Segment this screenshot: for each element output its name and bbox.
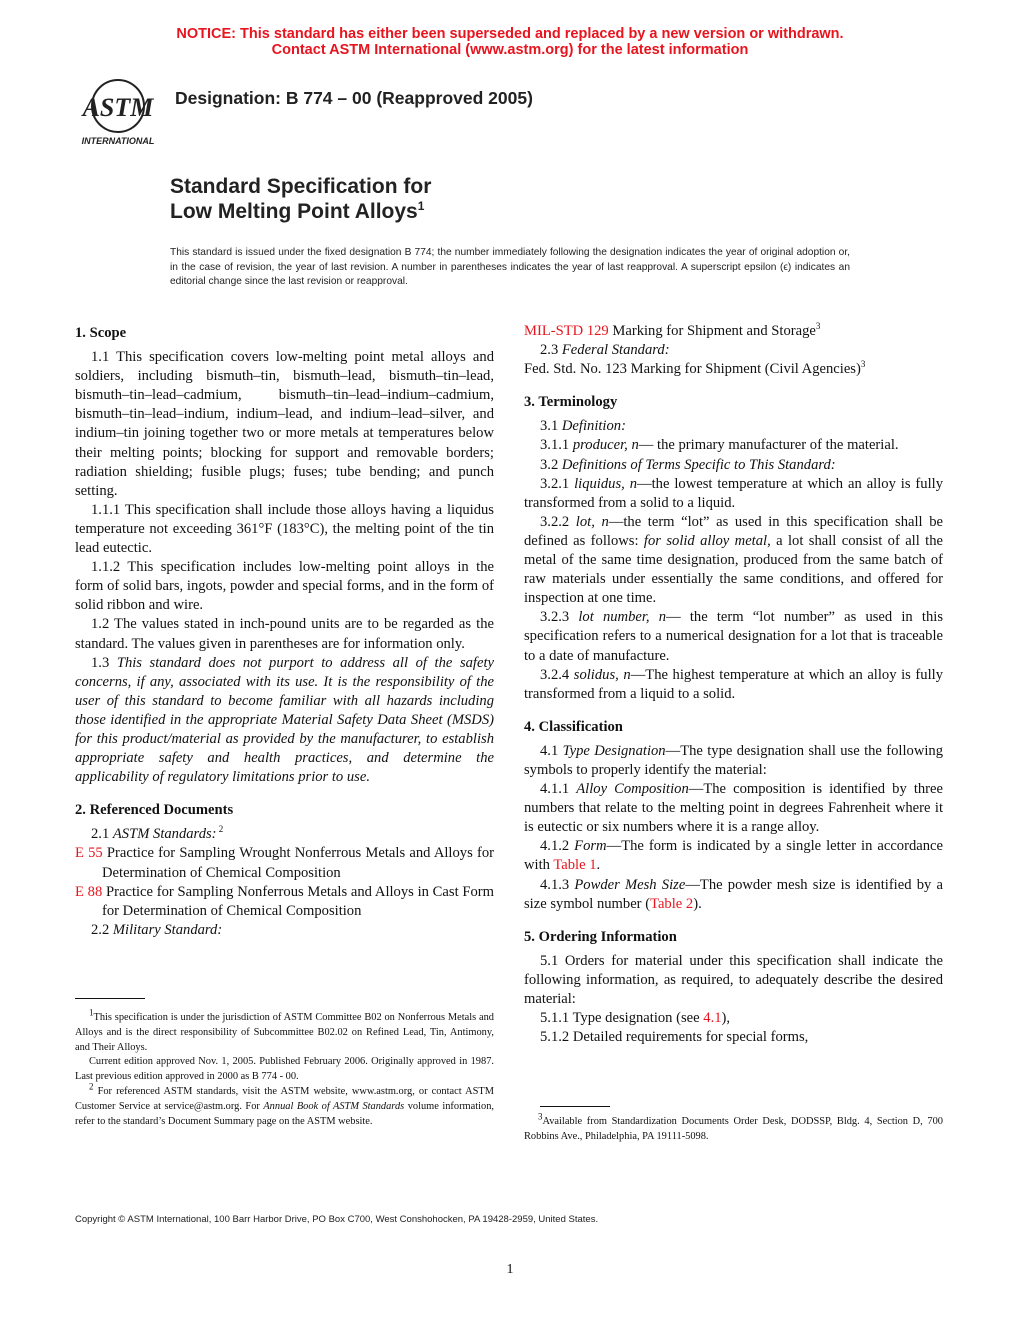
text-run: Definitions of Terms Specific to This Standard: bbox=[561, 456, 836, 473]
reference-link[interactable]: Table 1 bbox=[553, 857, 597, 874]
text-run: Definition: bbox=[561, 418, 626, 435]
text-run: 2.3 bbox=[540, 342, 562, 359]
reference-link[interactable]: E 88 bbox=[75, 883, 103, 900]
reference-link[interactable]: Table 2 bbox=[650, 895, 694, 912]
text-run: Federal Standard: bbox=[561, 342, 670, 359]
text-run: , a lot shall consist of all the metal of the same time designation, produced from the same batch of raw materials under essentially the same conditions, and offered for inspection at one time. bbox=[524, 532, 943, 607]
svg-text:ASTM: ASTM bbox=[82, 93, 154, 122]
paragraph bbox=[524, 952, 943, 1009]
text-run: —The type designation shall use the following symbols to properly identify the material: bbox=[524, 742, 944, 778]
footnotes-right bbox=[524, 1111, 943, 1145]
title-footnote-ref: 1 bbox=[417, 199, 425, 213]
text-run: volume information, refer to the standard’s Document Summary page on the ASTM website. bbox=[75, 1100, 494, 1127]
text-run: 3.2.4 bbox=[540, 666, 574, 683]
text-run: Annual Book of ASTM Standards bbox=[263, 1100, 405, 1112]
text-run: ). bbox=[693, 895, 702, 912]
text-run: liquidus, n bbox=[574, 475, 638, 492]
text-run: producer, n bbox=[572, 437, 639, 454]
text-run: —the term “lot” as used in this specification shall be defined as follows: bbox=[524, 513, 943, 549]
text-run: 4.1 bbox=[540, 742, 563, 759]
right-column bbox=[524, 322, 943, 1047]
section-heading: 4. Classification bbox=[524, 718, 623, 735]
notice-line-2: Contact ASTM International (www.astm.org) for the latest information bbox=[271, 42, 749, 58]
text-run: This specification is under the jurisdiction of ASTM Committee B02 on Nonferrous Metals and Alloys and is the direct responsibility of Subcommittee B02.02 on Refined Lead, Tin, Antimony, and Their Alloys. bbox=[75, 1012, 494, 1053]
text-run: . bbox=[596, 857, 601, 874]
paragraph bbox=[524, 456, 943, 475]
paragraph bbox=[524, 608, 943, 665]
paragraph bbox=[524, 780, 943, 837]
paragraph bbox=[524, 837, 943, 875]
left-column bbox=[75, 322, 494, 940]
referenced-document bbox=[524, 360, 943, 379]
paragraph bbox=[75, 348, 494, 501]
text-run: —The form is indicated by a single letter in accordance with bbox=[524, 838, 943, 874]
paragraph bbox=[524, 513, 943, 608]
text-run: ASTM Standards: bbox=[112, 826, 217, 843]
text-run: 3.1 bbox=[540, 418, 562, 435]
footnote-divider bbox=[75, 998, 145, 999]
paragraph bbox=[75, 921, 494, 940]
text-run: 1.2 The values stated in inch-pound units are to be regarded as the standard. The values given in parentheses are for information only. bbox=[75, 616, 494, 652]
text-run: Type Designation bbox=[562, 742, 666, 759]
footnotes-left bbox=[75, 1007, 494, 1129]
text-run: 2.1 bbox=[91, 826, 113, 843]
footnote-divider bbox=[540, 1106, 610, 1107]
text-run: 5.1.1 Type designation (see bbox=[540, 1010, 704, 1027]
text-run: Marking for Shipment and Storage bbox=[608, 323, 816, 339]
text-run: — the primary manufacturer of the material. bbox=[638, 437, 899, 454]
intro-paragraph: This standard is issued under the fixed designation B 774; the number immediately following the designation indicates the year of original adoption or, in the case of revision, the year of last revision. A number in parentheses indicates the year of last reapproval. A superscript epsilon (ϵ) indicates an editorial change since the last revision or reapproval. bbox=[170, 247, 850, 288]
text-run: 1.1.2 This specification includes low-melting point alloys in the form of solid bars, ingots, powder and special forms, and in the form of solid ribbon and wire. bbox=[75, 559, 494, 614]
document-title bbox=[170, 174, 431, 224]
paragraph bbox=[524, 666, 943, 704]
footnote-ref: 2 bbox=[216, 824, 224, 835]
text-run: This standard does not purport to address all of the safety concerns, if any, associated with its use. It is the responsibility of the user of this standard to become familiar with all hazards including those identified in the appropriate Material Safety Data Sheet (MSDS) for this product/material as provided by the manufacturer, to establish appropriate safety and health practices, and determine the applicability of regulatory limitations prior to use. bbox=[75, 654, 494, 786]
footnote-ref: 1 bbox=[89, 1007, 94, 1018]
reference-link[interactable]: E 55 bbox=[75, 845, 103, 862]
title-line-1: Standard Specification for bbox=[170, 175, 432, 198]
text-run: —The composition is identified by three numbers that relate to the melting point in degrees Fahrenheit where it is eutectic or six numbers where it is a range alloy. bbox=[524, 781, 943, 836]
text-run: Form bbox=[574, 838, 607, 855]
paragraph bbox=[524, 1028, 943, 1047]
paragraph bbox=[75, 558, 494, 615]
reference-link[interactable]: 4.1 bbox=[703, 1010, 722, 1027]
text-run: Powder Mesh Size bbox=[574, 876, 686, 893]
text-run: 3.2.3 bbox=[540, 609, 579, 626]
text-run: — the term “lot number” as used in this specification refers to a numerical designation for a lot that is traceable to a date of manufacture. bbox=[524, 609, 943, 664]
notice-line-1: NOTICE: This standard has either been superseded and replaced by a new version or withdrawn. bbox=[176, 26, 844, 42]
text-run: 4.1.3 bbox=[540, 876, 575, 893]
paragraph bbox=[75, 615, 494, 653]
text-run: Alloy Composition bbox=[576, 781, 689, 798]
paragraph bbox=[75, 825, 494, 844]
withdrawal-notice bbox=[0, 26, 1020, 58]
paragraph bbox=[524, 1009, 943, 1028]
text-run: Fed. Std. No. 123 Marking for Shipment (Civil Agencies) bbox=[524, 361, 861, 378]
title-line-2: Low Melting Point Alloys bbox=[170, 200, 418, 223]
designation: Designation: B 774 – 00 (Reapproved 2005) bbox=[175, 88, 533, 108]
text-run: 3.1.1 bbox=[540, 437, 573, 454]
footnote-ref: 2 bbox=[89, 1081, 94, 1092]
text-run: Practice for Sampling Wrought Nonferrous Metals and Alloys for Determination of Chemical Composition bbox=[102, 845, 494, 881]
paragraph bbox=[524, 341, 943, 360]
footnote bbox=[75, 1081, 494, 1129]
text-run: 5.1 Orders for material under this specification shall indicate the following information, as required, to adequately describe the desired material: bbox=[524, 952, 943, 1007]
astm-logo bbox=[76, 76, 160, 148]
paragraph bbox=[75, 654, 494, 788]
text-run: 3.2.2 bbox=[540, 513, 576, 530]
paragraph bbox=[524, 436, 943, 455]
text-run: lot, n bbox=[575, 513, 609, 530]
text-run: 3.2.1 bbox=[540, 475, 575, 492]
text-run: 3.2 bbox=[540, 456, 562, 473]
footnote-ref: 3 bbox=[815, 321, 821, 332]
paragraph bbox=[524, 417, 943, 436]
text-run: —The highest temperature at which an alloy is fully transformed from a liquid to a solid. bbox=[524, 666, 943, 702]
paragraph bbox=[524, 876, 943, 914]
footnote-ref: 3 bbox=[860, 359, 866, 370]
referenced-document bbox=[524, 322, 943, 341]
text-run: 1.1 This specification covers low-melting point metal alloys and soldiers, including bismuth–tin, bismuth–lead, bismuth–tin–lead, bismuth–tin–lead–cadmium, bismuth–tin–lead–indium–cadmium, bismuth–tin–lead–indium, indium–lead, and indium–lead–silver, and indium–tin joining together two or more metals at temperatures below their melting points; blocking for support and removable borders; radiation shielding; fusible plugs; fuses; tube bending; and punch setting. bbox=[75, 349, 494, 499]
paragraph bbox=[524, 742, 943, 780]
text-run: —the lowest temperature at which an alloy is fully transformed from a solid to a liquid. bbox=[524, 475, 943, 511]
text-run: 1.3 bbox=[91, 654, 117, 671]
text-run: lot number, n bbox=[578, 609, 667, 626]
footnote bbox=[75, 1055, 494, 1085]
footnote bbox=[524, 1111, 943, 1145]
text-run: —The powder mesh size is identified by a size symbol number ( bbox=[524, 876, 943, 912]
footnote bbox=[75, 1007, 494, 1055]
svg-text:INTERNATIONAL: INTERNATIONAL bbox=[81, 136, 155, 146]
text-run: 2.2 bbox=[91, 921, 113, 938]
referenced-document bbox=[75, 883, 494, 921]
text-run: 5.1.2 Detailed requirements for special forms, bbox=[540, 1029, 809, 1046]
text-run: for solid alloy metal bbox=[643, 532, 768, 549]
text-run: Practice for Sampling Nonferrous Metals and Alloys in Cast Form for Determination of Chemical Composition bbox=[102, 883, 494, 919]
paragraph bbox=[524, 475, 943, 513]
paragraph bbox=[75, 501, 494, 558]
text-run: Current edition approved Nov. 1, 2005. Published February 2006. Originally approved in 1987. Last previous edition approved in 2000 as B 774 - 00. bbox=[75, 1056, 494, 1083]
text-run: solidus, n bbox=[573, 666, 631, 683]
text-run: ), bbox=[721, 1010, 731, 1027]
section-heading: 1. Scope bbox=[75, 325, 127, 341]
section-heading: 2. Referenced Documents bbox=[75, 802, 234, 819]
text-run: Military Standard: bbox=[112, 921, 223, 938]
copyright: Copyright © ASTM International, 100 Barr Harbor Drive, PO Box C700, West Conshohocken, PA 19428-2959, United States. bbox=[75, 1214, 599, 1225]
section-heading: 3. Terminology bbox=[524, 394, 618, 411]
referenced-document bbox=[75, 844, 494, 882]
text-run: 4.1.1 bbox=[540, 781, 577, 798]
footnote-ref: 3 bbox=[538, 1111, 543, 1122]
text-run: 1.1.1 This specification shall include those alloys having a liquidus temperature not exceeding 361°F (183°C), the melting point of the tin lead eutectic. bbox=[75, 501, 494, 557]
text-run: For referenced ASTM standards, visit the ASTM website, www.astm.org, or contact ASTM Customer Service at service@astm.org. For bbox=[75, 1085, 494, 1112]
reference-link[interactable]: MIL-STD 129 bbox=[524, 323, 609, 339]
text-run: Available from Standardization Documents Order Desk, DODSSP, Bldg. 4, Section D, 700 Robbins Ave., Philadelphia, PA 19111-5098. bbox=[524, 1116, 943, 1142]
section-heading: 5. Ordering Information bbox=[524, 928, 677, 945]
text-run: 4.1.2 bbox=[540, 838, 575, 855]
page-number: 1 bbox=[506, 1262, 514, 1277]
